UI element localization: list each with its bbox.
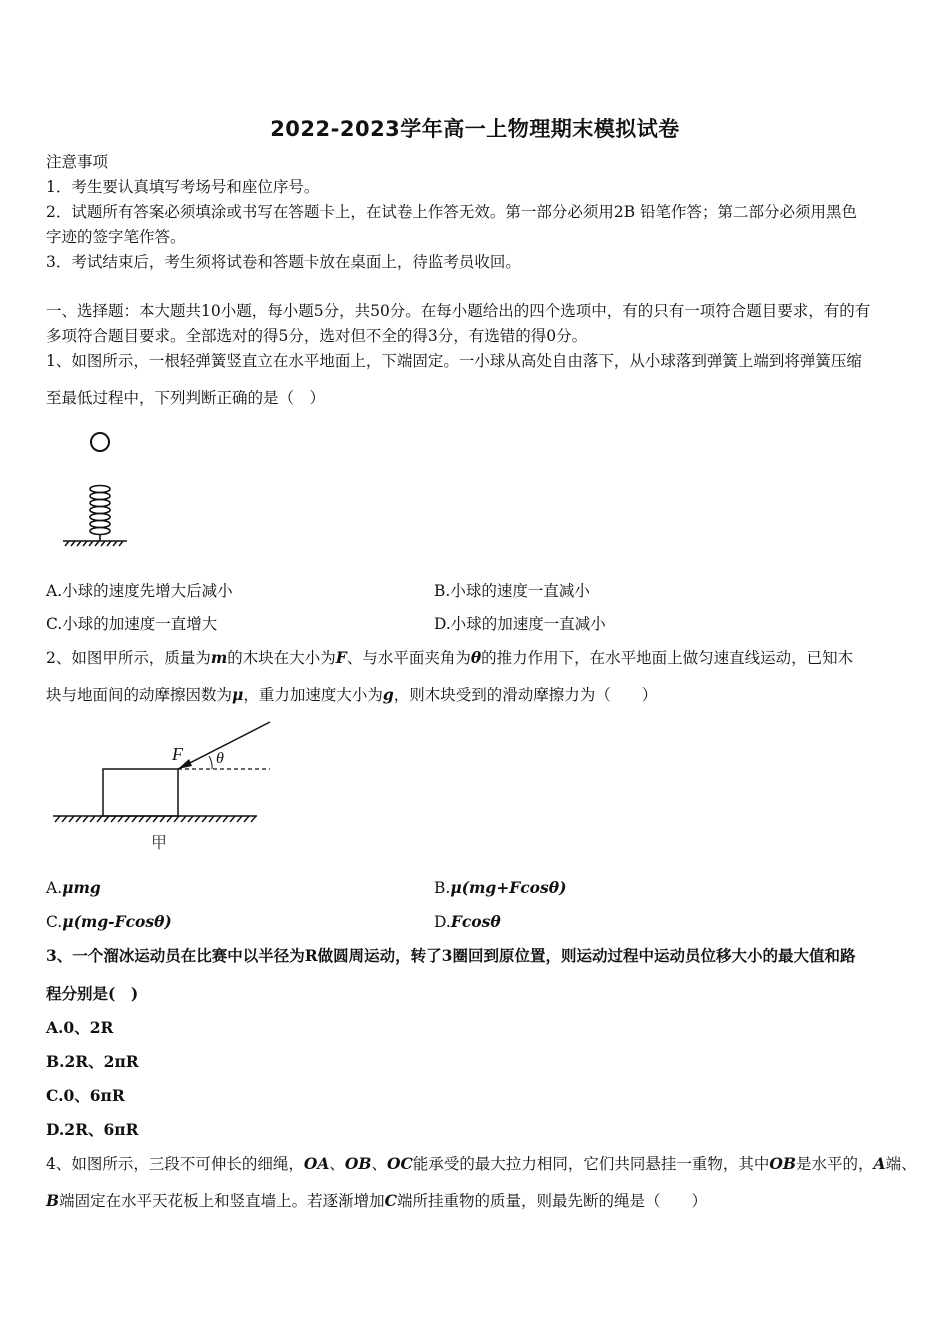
q2-option-b: B.μ(mg+Fcosθ) <box>434 878 567 897</box>
q1-stem-line-2: 至最低过程中，下列判断正确的是（ ） <box>46 389 326 407</box>
q2-option-a: A.μmg <box>46 878 101 897</box>
q2-option-d: D.Fcosθ <box>434 912 501 931</box>
ball-shape <box>91 433 109 451</box>
angle-label: θ <box>216 750 224 767</box>
q3-stem-line-1: 3、一个溜冰运动员在比赛中以半径为R做圆周运动，转了3圈回到原位置，则运动过程中运动员位移大小的最大值和路 <box>46 946 856 965</box>
notice-line-4: 3．考试结束后，考生须将试卷和答题卡放在桌面上，待监考员收回。 <box>46 253 521 271</box>
q4-stem-line-2: B端固定在水平天花板上和竖直墙上。若逐渐增加C端所挂重物的质量，则最先断的绳是（ ） <box>46 1191 707 1210</box>
block-shape <box>103 769 178 816</box>
ground-line <box>53 816 257 822</box>
q1-option-b: B.小球的速度一直减小 <box>434 582 590 600</box>
q4-stem-line-1: 4、如图所示，三段不可伸长的细绳，OA、OB、OC能承受的最大拉力相同，它们共同悬挂一重物，其中OB是水平的，A端、 <box>46 1154 917 1173</box>
q1-option-c: C.小球的加速度一直增大 <box>46 615 218 633</box>
section-instruction-line-2: 多项符合题目要求。全部选对的得5分，选对但不全的得3分，有选错的得0分。 <box>46 327 588 345</box>
notice-heading: 注意事项 <box>46 153 109 171</box>
q3-option-b: B.2R、2πR <box>46 1052 139 1071</box>
notice-line-2: 2．试题所有答案必须填涂或书写在答题卡上，在试卷上作答无效。第一部分必须用2B 铅笔作答；第二部分必须用黑色 <box>46 203 858 221</box>
q1-stem-line-1: 1、如图所示，一根轻弹簧竖直立在水平地面上，下端固定。一小球从高处自由落下，从小球落到弹簧上端到将弹簧压缩 <box>46 352 862 370</box>
q3-option-a: A.0、2R <box>46 1018 114 1037</box>
figure-caption: 甲 <box>151 833 168 852</box>
angle-arc <box>209 756 212 769</box>
q3-option-d: D.2R、6πR <box>46 1120 139 1139</box>
q1-spring-figure <box>55 425 155 560</box>
notice-line-3: 字迹的签字笔作答。 <box>46 228 186 246</box>
section-instruction-line-1: 一、选择题：本大题共10小题，每小题5分，共50分。在每小题给出的四个选项中，有的只有一项符合题目要求，有的有 <box>46 302 871 320</box>
q1-option-d: D.小球的加速度一直减小 <box>434 615 606 633</box>
force-arrow <box>178 722 270 769</box>
notice-line-1: 1．考生要认真填写考场号和座位序号。 <box>46 178 320 196</box>
q3-option-c: C.0、6πR <box>46 1086 125 1105</box>
ground-line <box>63 541 127 546</box>
q2-block-figure <box>45 712 285 857</box>
q2-stem-line-1: 2、如图甲所示，质量为m的木块在大小为F、与水平面夹角为θ的推力作用下，在水平地面上做匀速直线运动，已知木 <box>46 648 854 667</box>
q2-stem-line-2: 块与地面间的动摩擦因数为μ，重力加速度大小为g，则木块受到的滑动摩擦力为（ ） <box>46 685 658 704</box>
q1-option-a: A.小球的速度先增大后减小 <box>46 582 233 600</box>
force-label: F <box>172 744 183 764</box>
q3-stem-line-2: 程分别是( ) <box>46 984 139 1003</box>
q2-option-c: C.μ(mg-Fcosθ) <box>46 912 172 931</box>
spring-coil <box>90 486 110 542</box>
page-title: 2022-2023学年高一上物理期末模拟试卷 <box>270 117 680 141</box>
